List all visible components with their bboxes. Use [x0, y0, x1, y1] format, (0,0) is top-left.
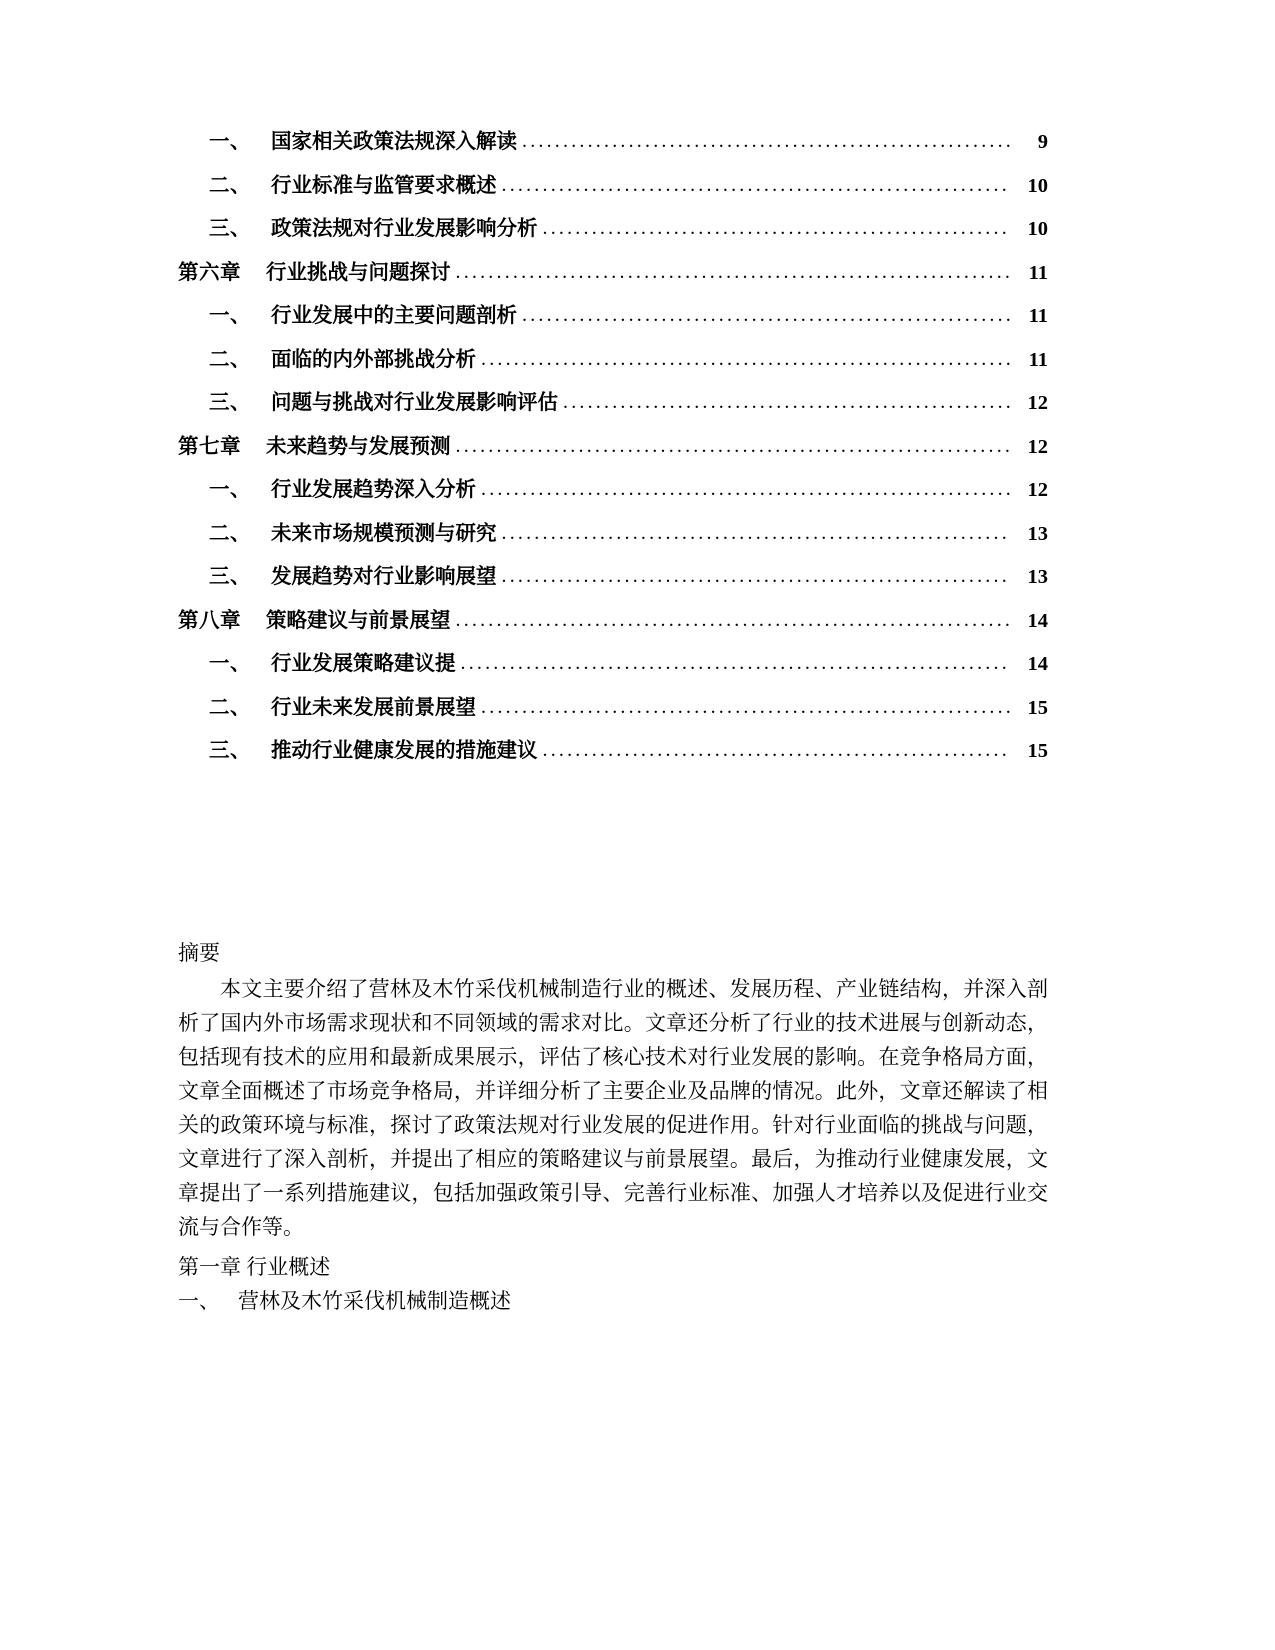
toc-entry[interactable]: [178, 524, 1048, 545]
toc-entry-page: 15: [1027, 696, 1048, 719]
page-content: [178, 132, 1048, 1318]
toc-entry[interactable]: [178, 741, 1048, 762]
toc-entry-page: 12: [1027, 392, 1048, 414]
toc-entry[interactable]: [178, 567, 1048, 588]
toc-entry-number: 二、: [209, 522, 251, 545]
toc-leader-dots: [456, 262, 1011, 282]
toc-entry-page: 14: [1027, 609, 1048, 632]
toc-entry-title: 面临的内外部挑战分析: [271, 348, 476, 371]
toc-entry[interactable]: [178, 393, 1048, 414]
toc-entry-page: 11: [1028, 348, 1048, 371]
toc-leader-dots: [481, 697, 1010, 717]
section-number: 一、: [178, 1288, 220, 1313]
toc-entry-number: 三、: [209, 218, 251, 240]
toc-entry-page: 12: [1027, 435, 1048, 458]
toc-entry-title: 未来市场规模预测与研究: [271, 522, 497, 545]
toc-entry-title: 国家相关政策法规深入解读: [271, 131, 517, 153]
toc-entry-title: 行业挑战与问题探讨: [266, 261, 451, 284]
toc-entry-chapter[interactable]: [178, 263, 1048, 284]
toc-leader-dots: [543, 740, 1011, 760]
toc-entry-page: 15: [1027, 740, 1048, 762]
toc-entry-number: 三、: [209, 566, 251, 588]
toc-entry-title: 政策法规对行业发展影响分析: [271, 218, 538, 240]
toc-entry-page: 10: [1027, 218, 1048, 240]
toc-entry-page: 11: [1028, 305, 1048, 327]
toc-leader-dots: [502, 175, 1011, 195]
toc-entry-number: 一、: [209, 305, 251, 327]
toc-leader-dots: [502, 523, 1011, 543]
toc-entry-number: 三、: [209, 740, 251, 762]
toc-leader-dots: [456, 436, 1011, 456]
abstract-body: 本文主要介绍了营林及木竹采伐机械制造行业的概述、发展历程、产业链结构，并深入剖析了国内外市场需求现状和不同领域的需求对比。文章还分析了行业的技术进展与创新动态，包括现有技术的应用和最新成果展示，评估了核心技术对行业发展的影响。在竞争格局方面，文章全面概述了市场竞争格局，并详细分析了主要企业及品牌的情况。此外，文章还解读了相关的政策环境与标准，探讨了政策法规对行业发展的促进作用。针对行业面临的挑战与问题，文章进行了深入剖析，并提出了相应的策略建议与前景展望。最后，为推动行业健康发展，文章提出了一系列措施建议，包括加强政策引导、完善行业标准、加强人才培养以及促进行业交流与合作等。: [178, 976, 1048, 1239]
toc-entry-page: 14: [1027, 653, 1048, 675]
toc-entry[interactable]: [178, 176, 1048, 197]
toc-leader-dots: [522, 131, 1010, 151]
toc-entry-page: 9: [1037, 131, 1048, 153]
toc-entry-title: 行业发展中的主要问题剖析: [271, 305, 517, 327]
toc-entry-number: 三、: [209, 392, 251, 414]
toc-entry-page: 13: [1027, 566, 1048, 588]
table-of-contents: [178, 132, 1048, 762]
toc-entry-title: 未来趋势与发展预测: [266, 435, 451, 458]
toc-entry-page: 13: [1027, 522, 1048, 545]
toc-entry-number: 第七章: [178, 435, 241, 458]
toc-entry-number: 二、: [209, 174, 251, 197]
toc-leader-dots: [461, 653, 1011, 673]
toc-entry-title: 行业未来发展前景展望: [271, 696, 476, 719]
toc-entry[interactable]: [178, 480, 1048, 501]
toc-entry-title: 发展趋势对行业影响展望: [271, 566, 497, 588]
toc-entry-title: 行业发展趋势深入分析: [271, 479, 476, 501]
abstract-heading: 摘要: [178, 940, 220, 965]
toc-entry[interactable]: [178, 132, 1048, 153]
toc-entry-number: 第八章: [178, 609, 241, 632]
toc-entry[interactable]: [178, 306, 1048, 327]
toc-entry-page: 12: [1027, 479, 1048, 501]
toc-entry-title: 行业发展策略建议提: [271, 653, 456, 675]
toc-entry-number: 第六章: [178, 261, 241, 284]
toc-entry-page: 10: [1027, 174, 1048, 197]
toc-entry-chapter[interactable]: [178, 611, 1048, 632]
toc-leader-dots: [543, 218, 1011, 238]
section-heading: [178, 1284, 1048, 1318]
toc-leader-dots: [563, 392, 1010, 412]
toc-entry[interactable]: [178, 350, 1048, 371]
toc-entry-number: 二、: [209, 696, 251, 719]
toc-entry-title: 行业标准与监管要求概述: [271, 174, 497, 197]
section-title: 营林及木竹采伐机械制造概述: [238, 1288, 511, 1313]
toc-entry-chapter[interactable]: [178, 437, 1048, 458]
toc-entry-title: 推动行业健康发展的措施建议: [271, 740, 538, 762]
toc-entry-number: 二、: [209, 348, 251, 371]
toc-entry[interactable]: [178, 654, 1048, 675]
toc-entry[interactable]: [178, 698, 1048, 719]
toc-leader-dots: [522, 305, 1010, 325]
toc-entry-number: 一、: [209, 653, 251, 675]
toc-entry-title: 问题与挑战对行业发展影响评估: [271, 392, 558, 414]
abstract-section: [178, 936, 1048, 1318]
chapter-heading: 第一章 行业概述: [178, 1254, 331, 1279]
toc-entry-page: 11: [1028, 261, 1048, 284]
toc-leader-dots: [456, 610, 1011, 630]
toc-entry-number: 一、: [209, 479, 251, 501]
toc-leader-dots: [481, 349, 1010, 369]
toc-entry-title: 策略建议与前景展望: [266, 609, 451, 632]
toc-leader-dots: [481, 479, 1010, 499]
toc-entry-number: 一、: [209, 131, 251, 153]
toc-leader-dots: [502, 566, 1011, 586]
toc-entry[interactable]: [178, 219, 1048, 240]
